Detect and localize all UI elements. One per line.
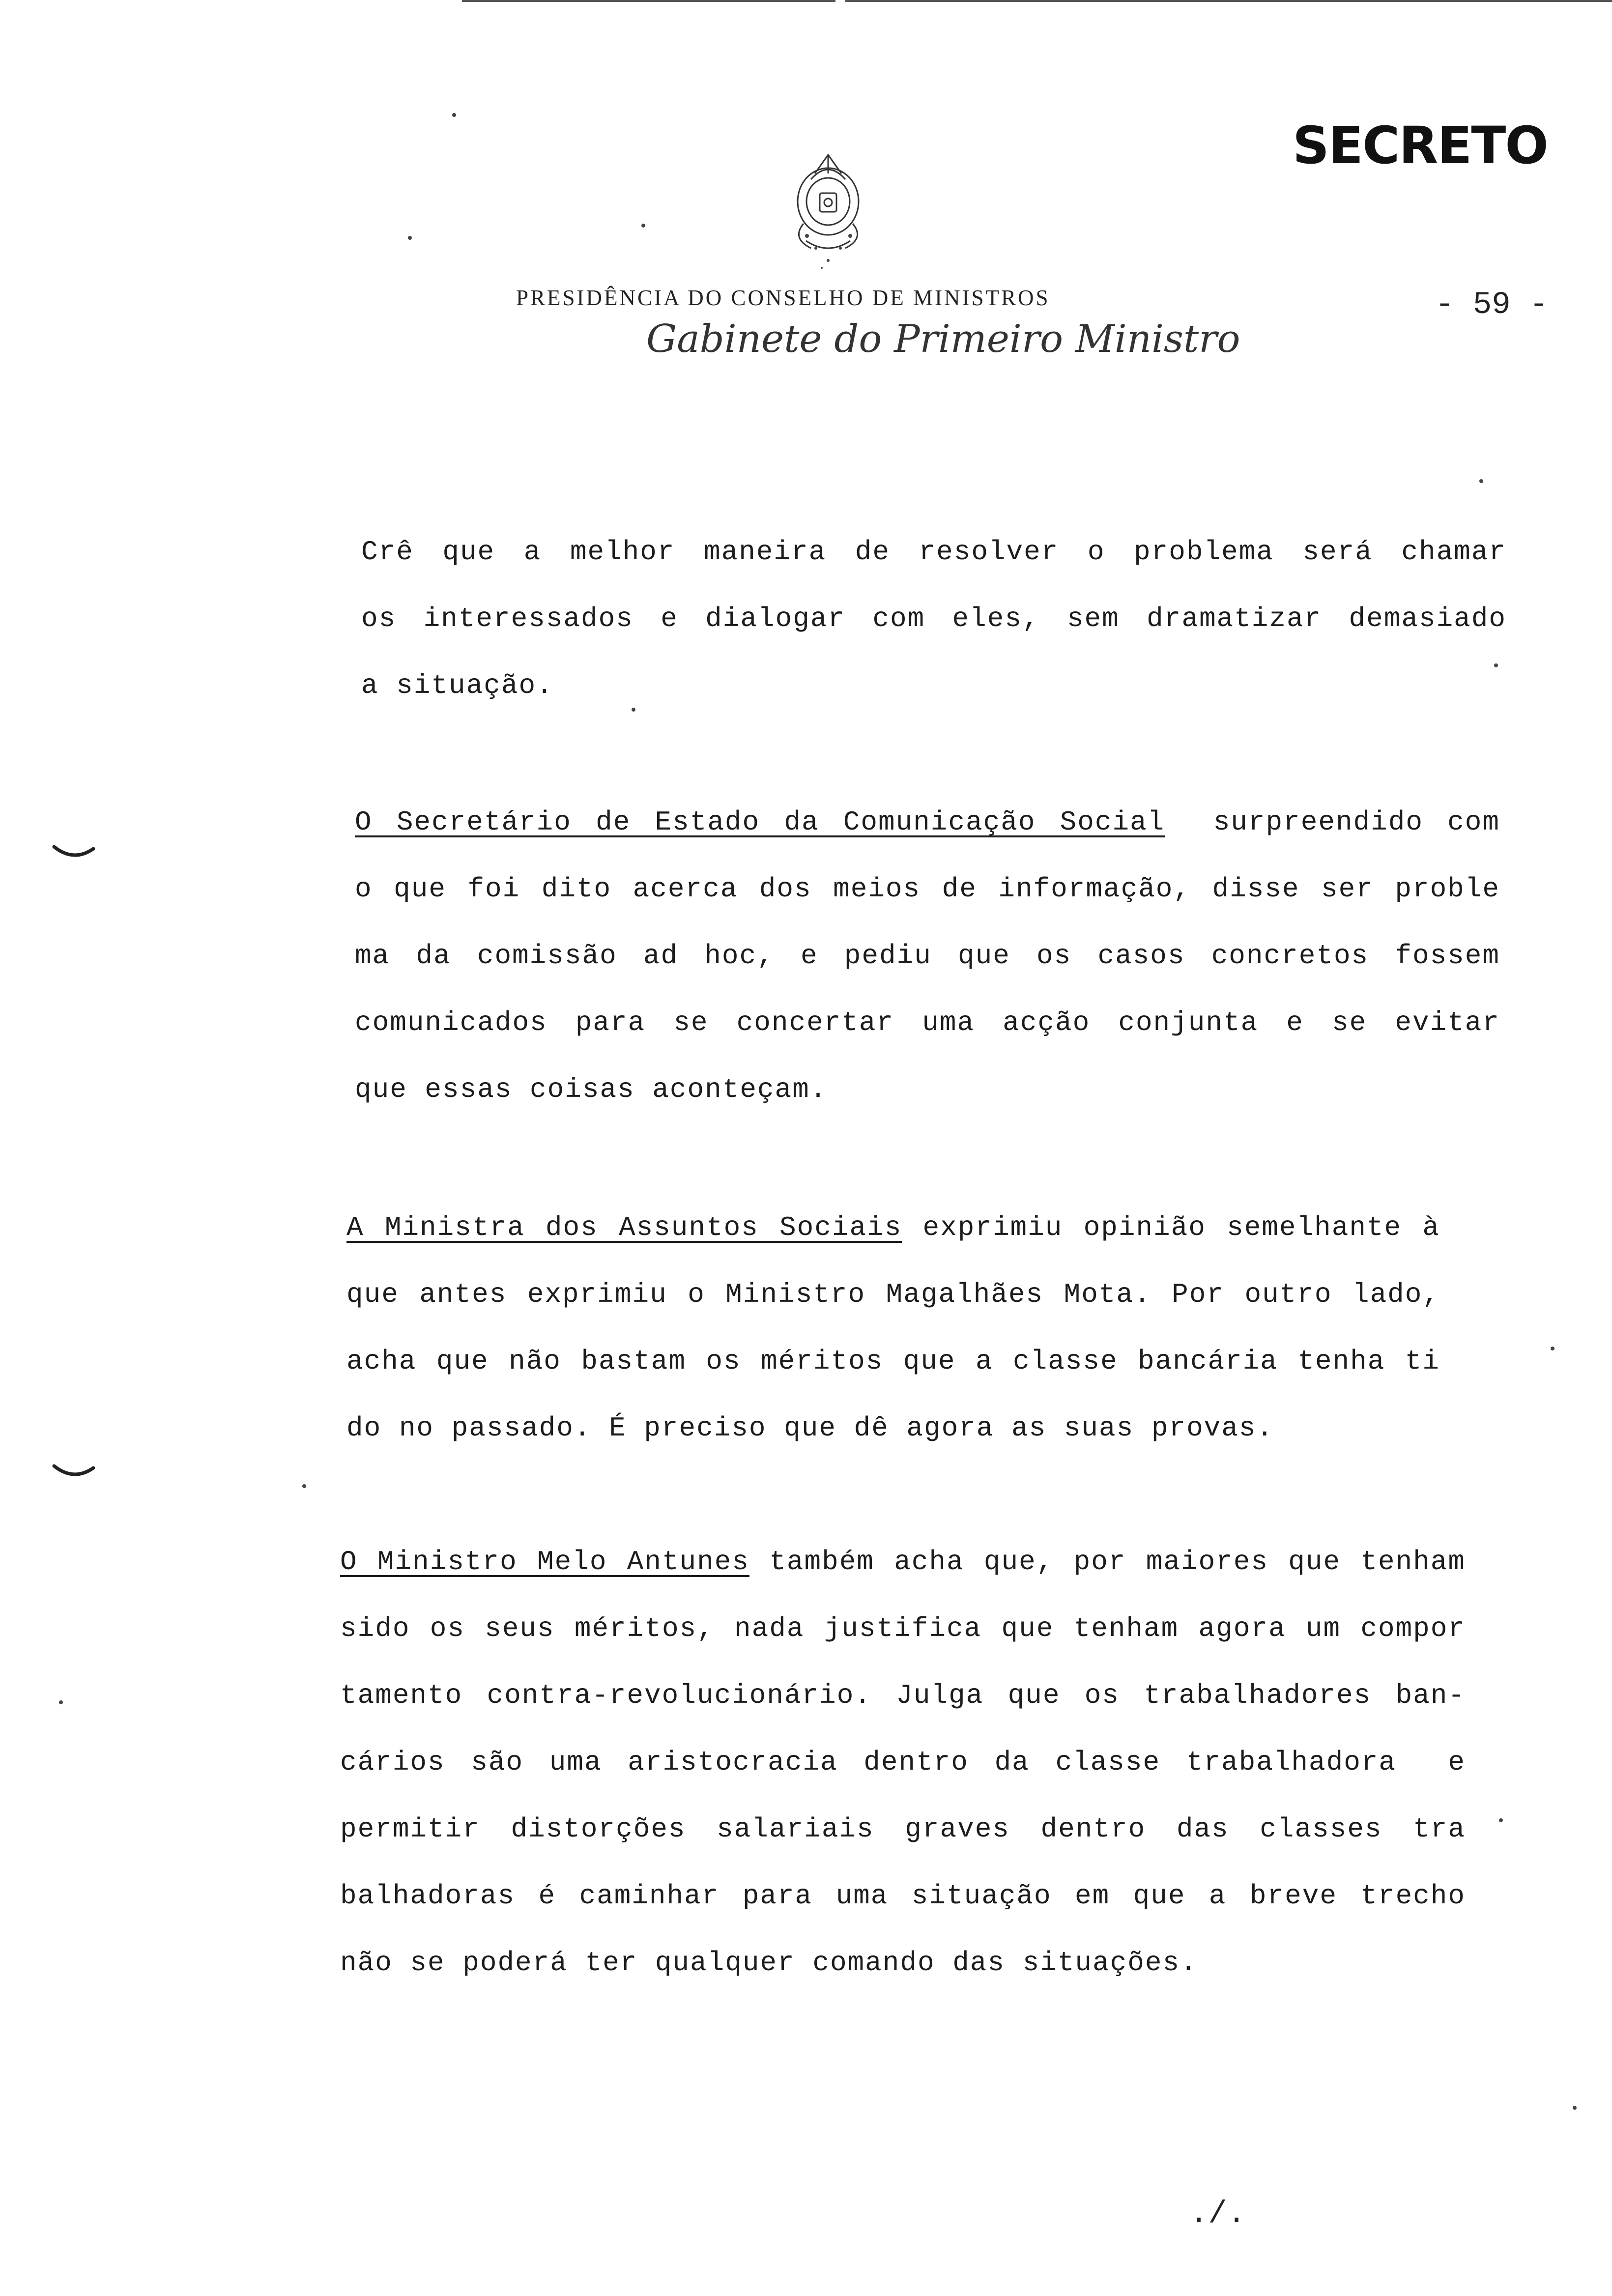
text-line: não se poderá ter qualquer comando das situações. (340, 1947, 1198, 1979)
scan-speck (59, 1700, 63, 1704)
scan-edge-line (845, 0, 1612, 2)
scan-speck (641, 224, 645, 228)
scan-speck (632, 708, 635, 712)
scan-speck (302, 1484, 306, 1488)
text-line: permitir distorções salariais graves dentro das classes tra (340, 1813, 1466, 1845)
text-line: comunicados para se concertar uma acção conjunta e se evitar (355, 1007, 1500, 1038)
text-line: que antes exprimiu o Ministro Magalhães Mota. Por outro lado, (346, 1279, 1440, 1310)
organization-heading: PRESIDÊNCIA DO CONSELHO DE MINISTROS (516, 286, 1050, 310)
text-line: que essas coisas aconteçam. (355, 1074, 828, 1105)
text-line: O Ministro Melo Antunes também acha que, por maiores que tenham (340, 1546, 1466, 1578)
continuation-mark: ./. (1189, 2197, 1246, 2232)
page-number: - 59 - (1435, 287, 1549, 323)
binder-hole-mark (52, 1462, 96, 1482)
text-line: Crê que a melhor maneira de resolver o problema será chamar (361, 536, 1506, 568)
text-line: sido os seus méritos, nada justifica que tenham agora um compor (340, 1613, 1466, 1644)
text-line: tamento contra-revolucionário. Julga que os trabalhadores ban- (340, 1680, 1466, 1711)
scan-speck (1494, 663, 1498, 667)
scan-speck (1573, 2106, 1577, 2110)
binder-hole-mark (52, 843, 96, 862)
paragraph (355, 789, 1500, 1123)
text-line: balhadoras é caminhar para uma situação em que a breve trecho (340, 1880, 1466, 1912)
scan-speck (452, 113, 456, 117)
text-line: do no passado. É preciso que dê agora as suas provas. (346, 1412, 1274, 1444)
scan-edge-line (462, 0, 835, 2)
speaker-name: O Ministro Melo Antunes (340, 1546, 749, 1578)
paragraph (340, 1528, 1466, 1996)
text-line: a situação. (361, 670, 554, 701)
scan-speck (1479, 479, 1483, 483)
text-line: acha que não bastam os méritos que a classe bancária tenha ti (346, 1346, 1440, 1377)
office-script-heading: Gabinete do Primeiro Ministro (646, 317, 1240, 361)
classification-stamp: SECRETO (1293, 115, 1548, 175)
paragraph (361, 518, 1506, 719)
speaker-name: O Secretário de Estado da Comunicação Social (355, 806, 1165, 838)
text-line: A Ministra dos Assuntos Sociais exprimiu opinião semelhante à (346, 1212, 1440, 1243)
text-line: cários são uma aristocracia dentro da classe trabalhadora e (340, 1747, 1466, 1778)
text-line: O Secretário de Estado da Comunicação Social surpreendido com (355, 806, 1500, 838)
text-line: ma da comissão ad hoc, e pediu que os casos concretos fossem (355, 940, 1500, 972)
paragraph (346, 1194, 1440, 1462)
text-line: os interessados e dialogar com eles, sem dramatizar demasiado (361, 603, 1506, 634)
scan-speck (1551, 1347, 1554, 1350)
text-line: o que foi dito acerca dos meios de informação, disse ser proble (355, 873, 1500, 905)
scan-speck (1499, 1818, 1503, 1822)
coat-of-arms-icon (777, 150, 880, 273)
scan-speck (408, 236, 412, 240)
speaker-name: A Ministra dos Assuntos Sociais (346, 1212, 902, 1243)
